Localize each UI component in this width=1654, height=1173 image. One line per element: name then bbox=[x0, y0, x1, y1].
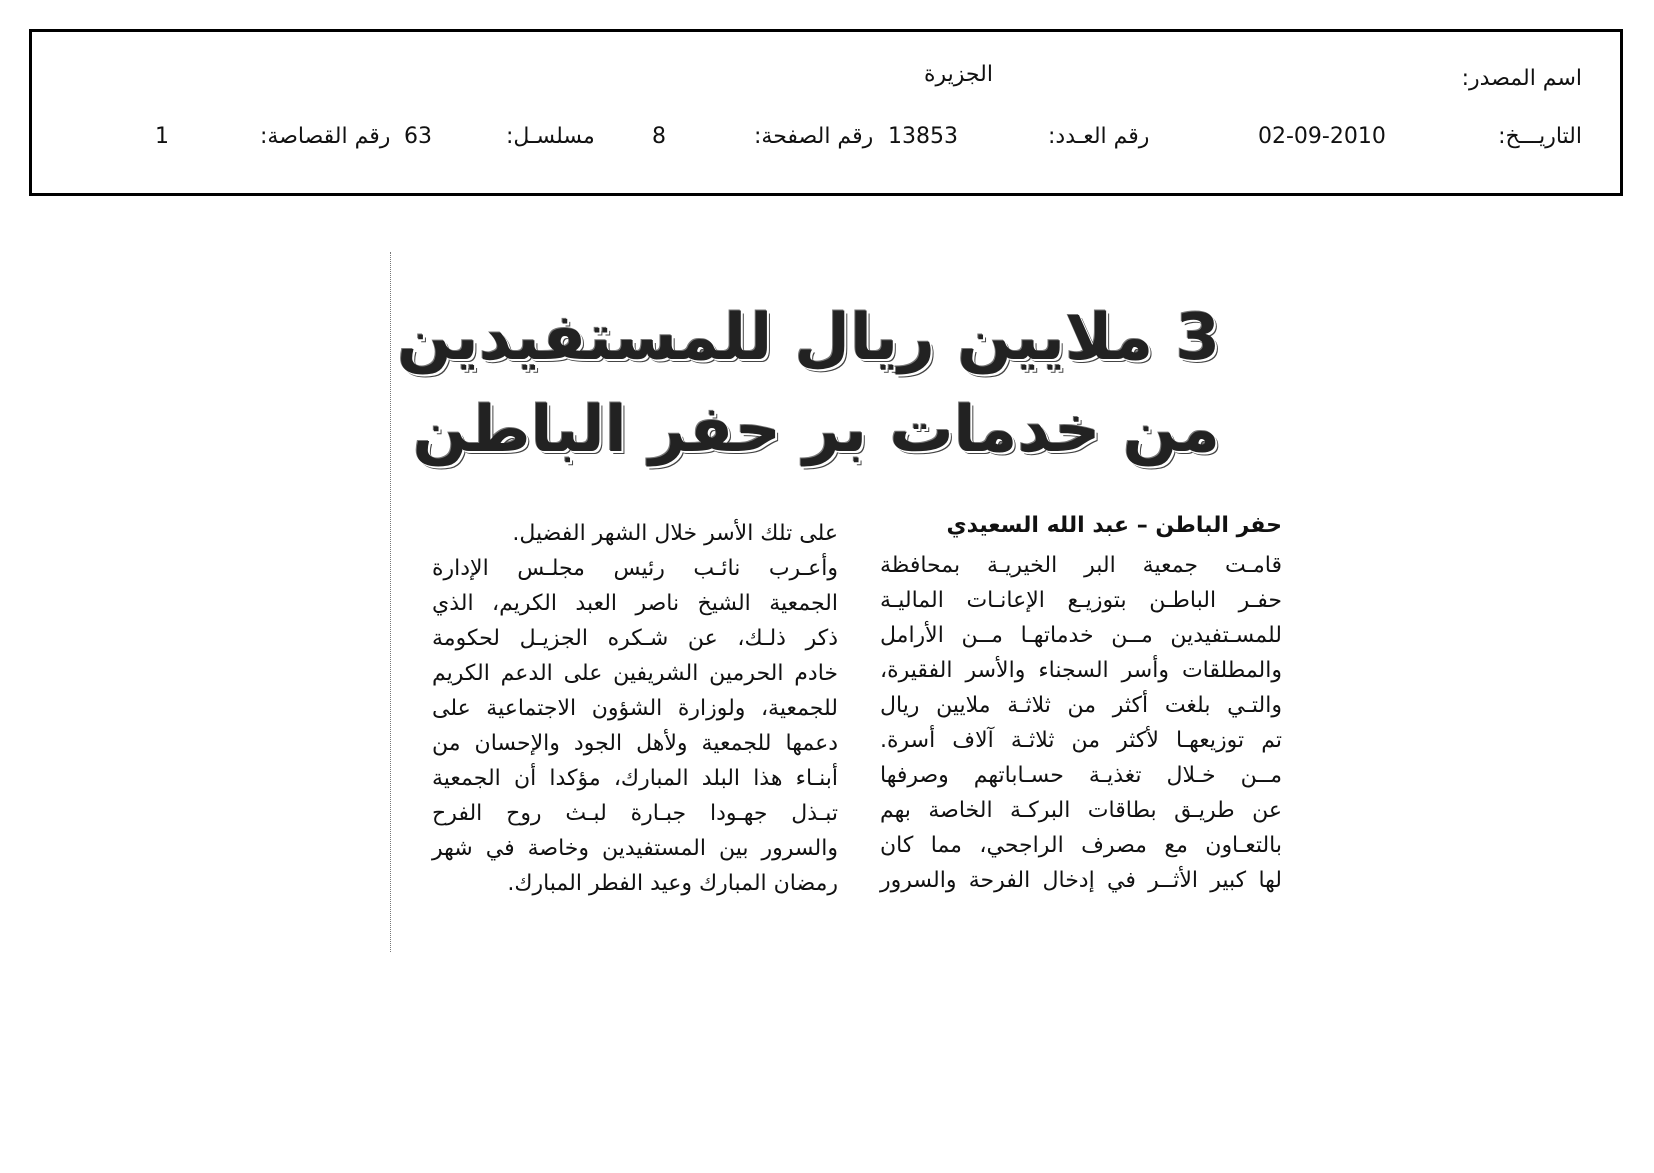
article-column-left bbox=[432, 516, 838, 901]
text-line: أبنـاء هذا البلد المبارك، مؤكدا أن الجمعية bbox=[432, 766, 838, 791]
serial-label: مسلسـل: bbox=[506, 124, 595, 149]
text-line: والمطلقات وأسر السجناء والأسر الفقيرة، bbox=[880, 658, 1282, 683]
text-line: خادم الحرمين الشريفين على الدعم الكريم bbox=[432, 661, 838, 686]
text-line: تبـذل جهـودا جبـارة لبـث روح الفرح bbox=[432, 801, 838, 826]
clip-value: 1 bbox=[155, 124, 169, 149]
byline: حفر الباطن – عبد الله السعيدي bbox=[946, 513, 1282, 538]
text-line: والتـي بلغت أكثر من ثلاثـة ملايين ريال bbox=[880, 693, 1282, 718]
text-line: والسرور بين المستفيدين وخاصة في شهر bbox=[432, 836, 838, 861]
text-line: تم توزيعهـا لأكثر من ثلاثـة آلاف أسرة. bbox=[880, 728, 1282, 753]
text-line: الجمعية الشيخ ناصر العبد الكريم، الذي bbox=[432, 591, 838, 616]
text-line: ذكر ذلـك، عن شـكره الجزيـل لحكومة bbox=[432, 626, 838, 651]
text-line: قامـت جمعية البر الخيريـة بمحافظة bbox=[880, 553, 1282, 578]
clip-label: رقم القصاصة: bbox=[260, 124, 391, 149]
date-value: 02-09-2010 bbox=[1258, 124, 1386, 149]
serial-value: 63 bbox=[404, 124, 432, 149]
date-label: التاريـــخ: bbox=[1498, 124, 1582, 149]
headline-line-1: 3 ملايين ريال للمستفيدين bbox=[397, 301, 1220, 375]
headline-line-2: من خدمات بر حفر الباطن bbox=[412, 393, 1220, 467]
text-line: للمسـتفيدين مــن خدماتهـا مــن الأرامل bbox=[880, 623, 1282, 648]
source-value: الجزيرة bbox=[924, 62, 993, 87]
text-line: رمضان المبارك وعيد الفطر المبارك. bbox=[507, 871, 838, 896]
text-line: وأعـرب نائـب رئيس مجلـس الإدارة bbox=[432, 556, 838, 581]
source-label: اسم المصدر: bbox=[1461, 66, 1582, 91]
text-line: حفـر الباطـن بتوزيـع الإعانـات الماليـة bbox=[880, 588, 1282, 613]
text-line: بالتعـاون مع مصرف الراجحي، مما كان bbox=[880, 833, 1282, 858]
clipping-header bbox=[29, 29, 1623, 196]
text-line: للجمعية، ولوزارة الشؤون الاجتماعية على bbox=[432, 696, 838, 721]
text-line: على تلك الأسر خلال الشهر الفضيل. bbox=[512, 521, 838, 546]
page-label: رقم الصفحة: bbox=[754, 124, 874, 149]
page-value: 8 bbox=[652, 124, 666, 149]
text-line: لها كبير الأثــر في إدخال الفرحة والسرور bbox=[880, 868, 1282, 893]
issue-label: رقم العـدد: bbox=[1048, 124, 1150, 149]
text-line: مــن خـلال تغذيـة حسـاباتهم وصرفها bbox=[880, 763, 1282, 788]
text-line: عن طريـق بطاقات البركـة الخاصة بهم bbox=[880, 798, 1282, 823]
article-column-right bbox=[880, 548, 1282, 898]
issue-value: 13853 bbox=[888, 124, 958, 149]
column-divider bbox=[390, 252, 391, 952]
text-line: دعمها للجمعية ولأهل الجود والإحسان من bbox=[432, 731, 838, 756]
